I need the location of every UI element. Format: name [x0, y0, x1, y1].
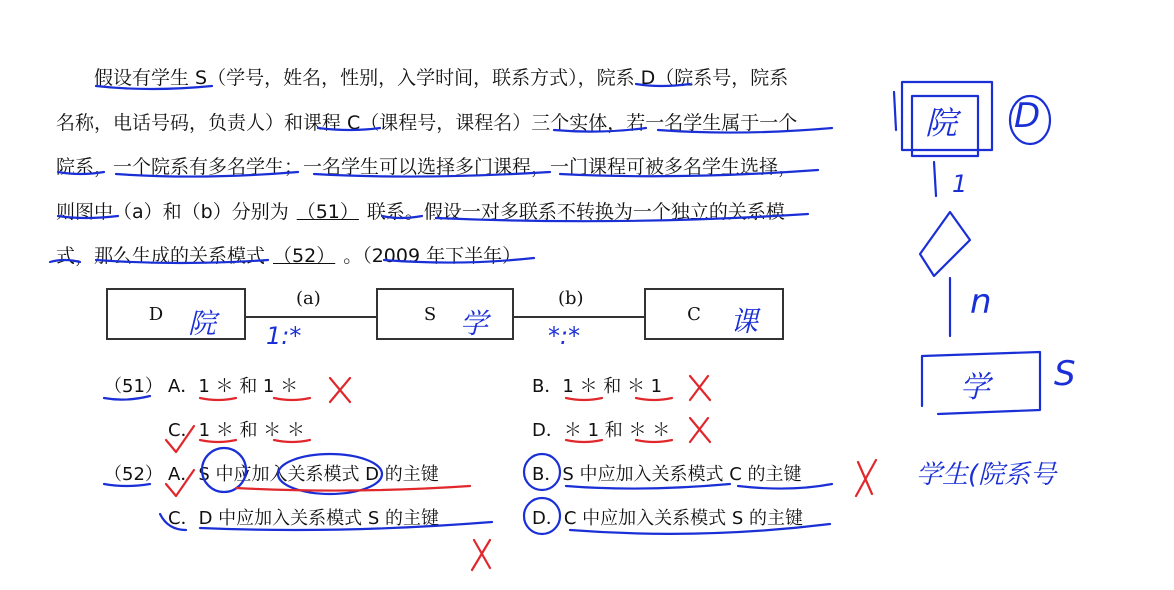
- paragraph-line-5-text: 式，那么生成的关系模式: [56, 245, 266, 268]
- q51-option-d: D．＊ 1 和 ＊ ＊: [532, 420, 671, 441]
- paragraph-line-3: 院系，一个院系有多名学生；一名学生可以选择多门课程，一门课程可被多名学生选择，: [56, 156, 798, 179]
- hw-side-rel: n: [970, 282, 992, 322]
- ink-red-x-52b: [856, 460, 876, 496]
- blank-52: （52）: [273, 245, 336, 268]
- ink-red-underline-52a: [236, 486, 470, 491]
- hw-b-note: *:*: [548, 322, 581, 350]
- ink-red-x-51a: [330, 378, 350, 402]
- paragraph-line-5-tail: 。（2009 年下半年）: [343, 245, 522, 268]
- hw-side-top: 院: [925, 104, 958, 142]
- hw-side-box: 学: [960, 370, 990, 405]
- blank-51: （51）: [296, 200, 359, 223]
- relationship-b-label: (b): [558, 288, 584, 309]
- question-paragraph: [56, 56, 836, 279]
- q51-option-b: B．1 ＊ 和 ＊ 1: [532, 376, 663, 397]
- paragraph-line-1: 假设有学生 S（学号，姓名，性别，入学时间，联系方式），院系 D（院系号，院系: [56, 67, 789, 89]
- paragraph-line-5: [56, 234, 836, 279]
- entity-d-box: [106, 288, 246, 340]
- ink-side-left-bar: [894, 92, 896, 130]
- ink-red-x-51b: [690, 376, 710, 400]
- entity-s-label: S: [423, 303, 437, 325]
- connector-b: [514, 316, 644, 318]
- q52-option-b: B．S 中应加入关系模式 C 的主键: [532, 464, 802, 485]
- paragraph-line-4-tail: 联系。假设一对多联系不转换为一个独立的关系模: [366, 200, 785, 223]
- ink-red-underline-51b: [566, 398, 672, 400]
- q52-option-c: C．D 中应加入关系模式 S 的主键: [168, 508, 440, 529]
- paragraph-line-2: 名称，电话号码，负责人）和课程 C（课程号，课程名）三个实体，若一名学生属于一个: [56, 111, 798, 134]
- ink-side-diamond: [920, 212, 970, 276]
- q52-option-d: D．C 中应加入关系模式 S 的主键: [532, 508, 804, 529]
- hw-s-note: 学: [460, 307, 489, 340]
- q52-option-a: A．S 中应加入关系模式 D 的主键: [168, 464, 439, 485]
- paragraph-line-4-text: 则图中（a）和（b）分别为: [56, 200, 289, 223]
- hw-side-bottom: 学生(院系号: [916, 460, 1057, 490]
- hw-side-one: 1: [952, 170, 968, 198]
- hw-a-note: 1:*: [266, 322, 302, 350]
- q52-number: （52）: [104, 464, 163, 485]
- hw-c-note: 课: [730, 305, 759, 338]
- hw-d-note: 院: [188, 307, 217, 340]
- paragraph-line-4: [56, 190, 836, 235]
- entity-c-box: [644, 288, 784, 340]
- connector-a: [246, 316, 376, 318]
- hw-side-d: D: [1014, 96, 1041, 136]
- q51-option-a: A．1 ＊ 和 1 ＊: [168, 376, 299, 397]
- entity-c-label: C: [687, 303, 701, 325]
- q51-option-c: C．1 ＊ 和 ＊ ＊: [168, 420, 305, 441]
- relationship-a-label: (a): [296, 288, 321, 309]
- hw-side-s: S: [1054, 354, 1076, 394]
- q51-number: （51）: [104, 376, 163, 397]
- ink-red-x-52c: [472, 540, 490, 570]
- entity-d-label: D: [148, 303, 164, 325]
- entity-s-box: [376, 288, 514, 340]
- ink-red-x-51d: [690, 418, 710, 442]
- ink-side-line-top: [934, 162, 936, 196]
- ink-red-underline-51a: [200, 398, 310, 400]
